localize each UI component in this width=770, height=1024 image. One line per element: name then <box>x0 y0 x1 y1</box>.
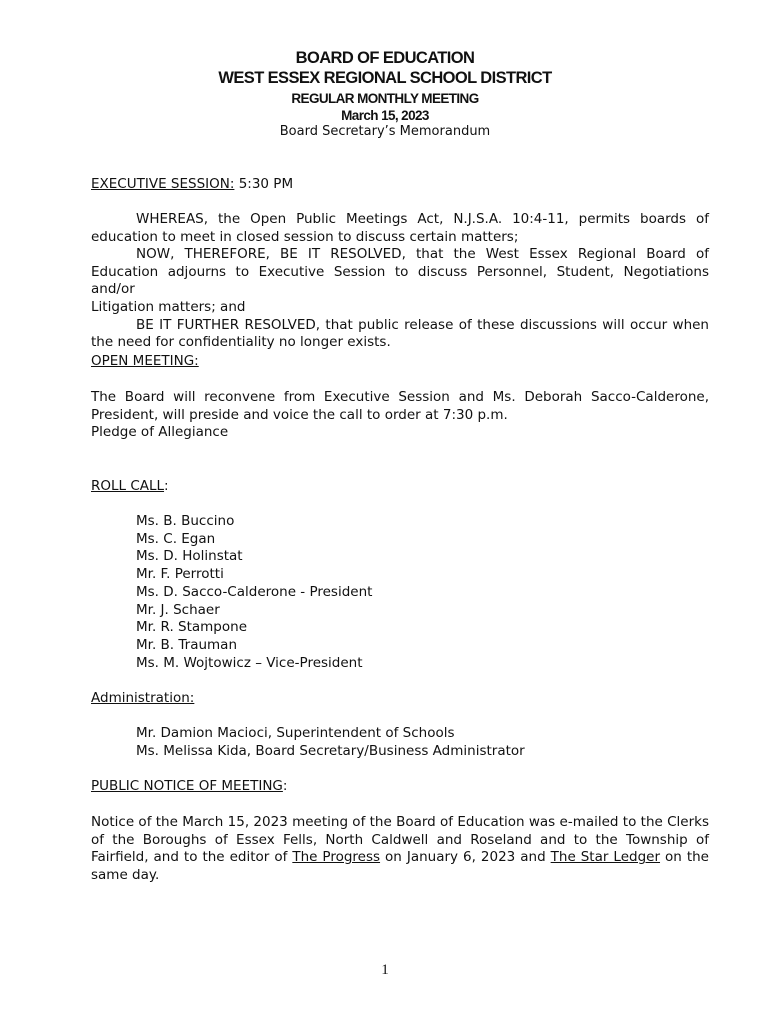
memo-subtitle: Board Secretary’s Memorandum <box>279 124 491 139</box>
administration-heading <box>91 690 709 708</box>
list-item: Ms. M. Wojtowicz – Vice-President <box>136 654 363 671</box>
list-item: Mr. J. Schaer <box>136 601 220 618</box>
pledge-line: Pledge of Allegiance <box>91 424 229 441</box>
roll-call-list <box>136 513 372 672</box>
further-resolved-line-1: BE IT FURTHER RESOLVED, that public release of these discussions will occur when <box>136 316 709 333</box>
list-item: Ms. B. Buccino <box>136 513 235 529</box>
open-meeting-label: OPEN MEETING: <box>91 353 199 369</box>
public-notice-label: PUBLIC NOTICE OF MEETING <box>91 778 283 794</box>
resolved-line-2: Education adjourns to Executive Session to discuss Personnel, Student, Negotiations and/or <box>91 263 709 298</box>
executive-session-time: 5:30 PM <box>234 176 294 192</box>
roll-call-heading <box>91 478 709 496</box>
open-meeting-line-1: The Board will reconvene from Executive Session and Ms. Deborah Sacco-Calderone, <box>91 389 709 405</box>
open-meeting-text <box>91 389 709 442</box>
list-item: Ms. D. Sacco-Calderone - President <box>136 583 373 600</box>
open-meeting-heading <box>91 353 709 371</box>
resolved-line-1: NOW, THEREFORE, BE IT RESOLVED, that the West Essex Regional Board of <box>136 246 709 263</box>
administration-label: Administration: <box>91 690 195 706</box>
list-item: Mr. B. Trauman <box>136 636 238 653</box>
notice-line-4: same day. <box>91 866 160 883</box>
public-notice-colon: : <box>282 778 288 794</box>
public-notice-text <box>91 814 709 884</box>
page-number: 1 <box>381 962 389 978</box>
public-notice-heading <box>91 778 709 796</box>
notice-text-segment: Fairfield, and to the editor of <box>91 849 293 866</box>
administration-list <box>136 725 525 760</box>
publication-progress: The Progress <box>292 849 381 866</box>
notice-text-segment: on January 6, 2023 and <box>380 849 551 866</box>
district-title: WEST ESSEX REGIONAL SCHOOL DISTRICT <box>218 69 552 87</box>
whereas-line-1: WHEREAS, the Open Public Meetings Act, N.J.S.A. 10:4-11, permits boards of <box>136 211 709 227</box>
executive-resolution <box>91 211 709 352</box>
notice-line-1: Notice of the March 15, 2023 meeting of the Board of Education was e-mailed to the Clerks <box>91 814 709 830</box>
further-resolved-line-2: the need for confidentiality no longer exists. <box>91 334 391 351</box>
executive-session-heading <box>91 176 709 194</box>
meeting-date: March 15, 2023 <box>341 108 429 123</box>
list-item: Mr. R. Stampone <box>136 619 247 636</box>
publication-star-ledger: The Star Ledger <box>550 849 661 866</box>
resolved-line-3: Litigation matters; and <box>91 298 246 315</box>
roll-call-colon: : <box>164 478 169 494</box>
meeting-title: REGULAR MONTHLY MEETING <box>291 91 479 106</box>
roll-call-label: ROLL CALL <box>91 478 165 494</box>
executive-session-label: EXECUTIVE SESSION: <box>91 176 235 192</box>
notice-text-segment: on the <box>660 849 709 866</box>
list-item: Ms. D. Holinstat <box>136 548 243 565</box>
notice-line-2: of the Boroughs of Essex Fells, North Caldwell and Roseland and to the Township of <box>91 831 709 848</box>
list-item: Ms. C. Egan <box>136 530 216 547</box>
list-item: Mr. Damion Macioci, Superintendent of Schools <box>136 725 455 741</box>
whereas-line-2: education to meet in closed session to discuss certain matters; <box>91 228 519 245</box>
list-item: Ms. Melissa Kida, Board Secretary/Business Administrator <box>136 742 525 759</box>
notice-line-3 <box>91 849 709 867</box>
list-item: Mr. F. Perrotti <box>136 566 224 583</box>
board-title: BOARD OF EDUCATION <box>295 49 475 67</box>
open-meeting-line-2: President, will preside and voice the call to order at 7:30 p.m. <box>91 406 508 423</box>
